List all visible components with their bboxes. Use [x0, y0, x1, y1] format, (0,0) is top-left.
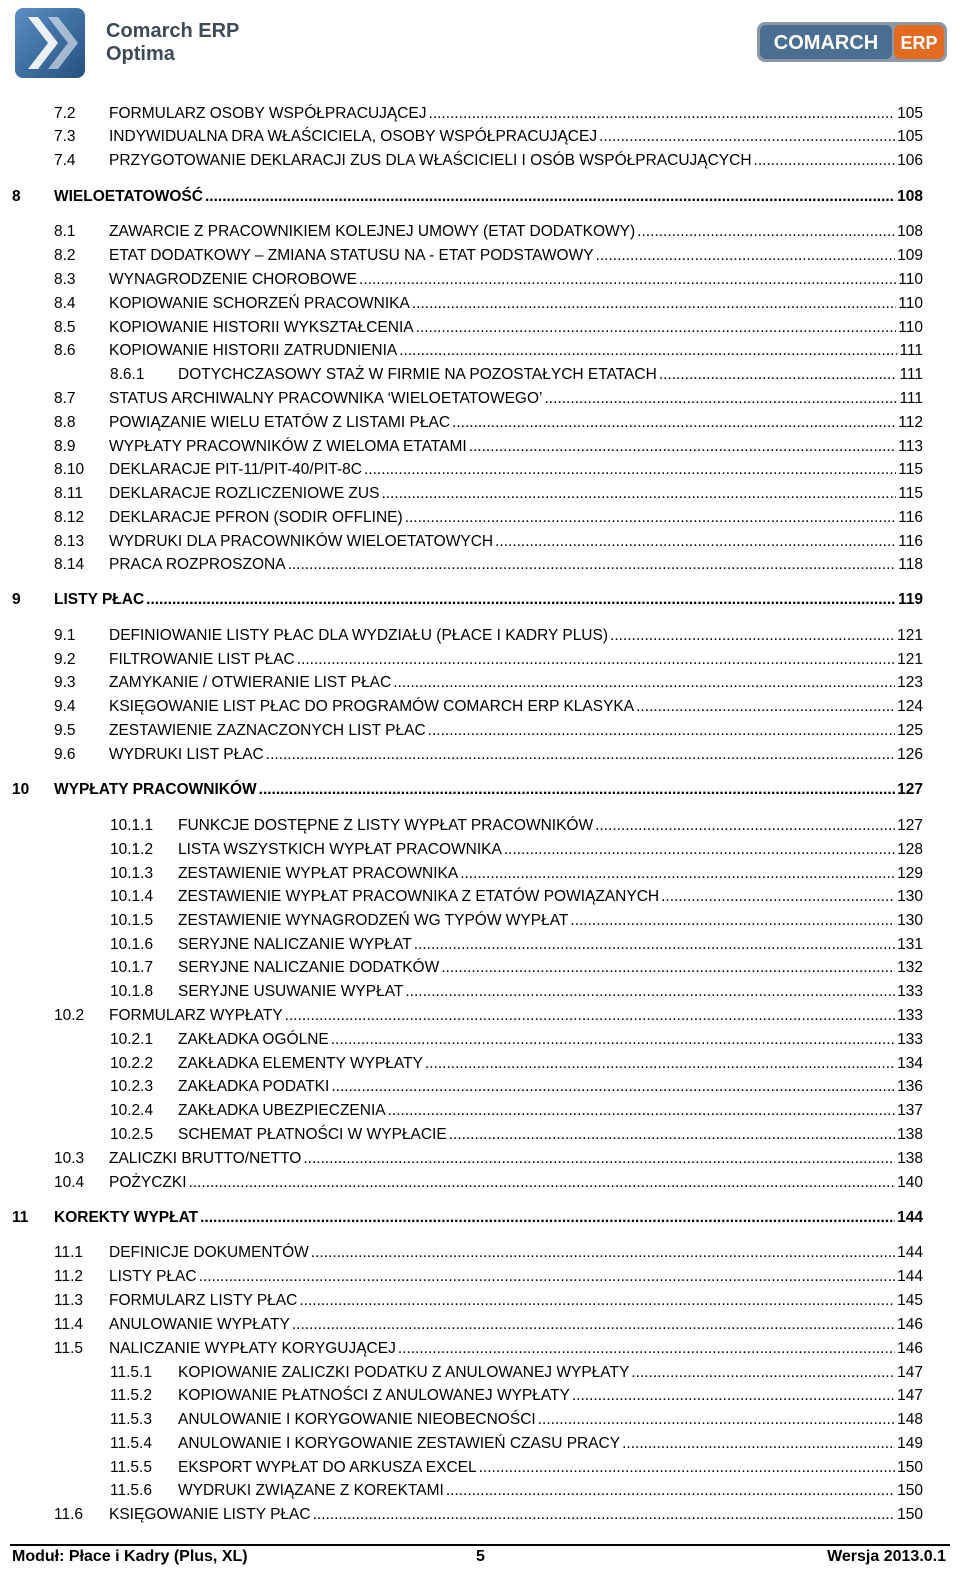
toc-entry[interactable]: [110, 815, 923, 837]
page-header: [0, 0, 960, 95]
toc-leader-dots: [495, 531, 896, 553]
toc-entry[interactable]: [110, 1100, 923, 1122]
toc-entry[interactable]: [54, 554, 923, 576]
toc-entry-title: DEFINIOWANIE LISTY PŁAC DLA WYDZIAŁU (PŁACE I KADRY PLUS): [109, 625, 610, 647]
toc-entry-page: 119: [896, 589, 923, 611]
toc-entry-page: 129: [895, 863, 923, 885]
toc-entry-number: 10: [12, 781, 30, 798]
toc-entry-title: FORMULARZ LISTY PŁAC: [109, 1290, 299, 1312]
toc-leader-dots: [416, 317, 897, 339]
toc-entry-page: 110: [896, 293, 923, 315]
toc-entry[interactable]: [110, 1409, 923, 1431]
toc-entry-page: 144: [895, 1242, 923, 1264]
toc-leader-dots: [393, 672, 895, 694]
toc-leader-dots: [570, 910, 895, 932]
toc-entry-title: DEKLARACJE PFRON (SODIR OFFLINE): [109, 507, 405, 529]
toc-entry[interactable]: [110, 1385, 923, 1407]
toc-entry-page: 147: [895, 1362, 923, 1384]
toc-entry-title: ANULOWANIE I KORYGOWANIE ZESTAWIEŃ CZASU PRACY: [178, 1433, 622, 1455]
toc-entry-number: 10.2.1: [110, 1031, 154, 1048]
toc-entry-title: WYNAGRODZENIE CHOROBOWE: [109, 269, 359, 291]
toc-leader-dots: [200, 1207, 895, 1229]
toc-entry-number: 10.2.4: [110, 1102, 154, 1119]
toc-entry[interactable]: [54, 412, 923, 434]
toc-entry[interactable]: [110, 1076, 923, 1098]
footer-module: Moduł: Płace i Kadry (Plus, XL): [12, 1548, 248, 1565]
toc-entry-title: KOPIOWANIE SCHORZEŃ PRACOWNIKA: [109, 293, 412, 315]
toc-entry-number: 10.1.1: [110, 817, 154, 834]
toc-leader-dots: [504, 839, 895, 861]
toc-entry-number: 10.3: [54, 1150, 85, 1167]
toc-entry-title: KOPIOWANIE HISTORII ZATRUDNIENIA: [109, 340, 399, 362]
toc-entry-title: ZALICZKI BRUTTO/NETTO: [109, 1148, 303, 1170]
footer-divider: [10, 1544, 950, 1546]
toc-entry[interactable]: [54, 696, 923, 718]
toc-leader-dots: [259, 779, 895, 801]
toc-entry[interactable]: [54, 1314, 923, 1336]
toc-entry-page: 144: [895, 1266, 923, 1288]
toc-entry[interactable]: [54, 672, 923, 694]
toc-entry-number: 9.4: [54, 698, 76, 715]
toc-entry-page: 124: [895, 696, 923, 718]
toc-entry-number: 11.3: [54, 1292, 84, 1309]
toc-entry-page: 118: [896, 554, 923, 576]
toc-entry-page: 115: [896, 483, 923, 505]
toc-leader-dots: [595, 815, 895, 837]
toc-leader-dots: [636, 696, 895, 718]
toc-leader-dots: [425, 1053, 895, 1075]
toc-leader-dots: [452, 412, 896, 434]
toc-entry-number: 10.2: [54, 1007, 85, 1024]
toc-entry[interactable]: [54, 1338, 923, 1360]
toc-entry[interactable]: [110, 886, 923, 908]
toc-entry-title: SERYJNE NALICZANIE WYPŁAT: [178, 934, 414, 956]
toc-entry[interactable]: [54, 1172, 923, 1194]
toc-leader-dots: [449, 1124, 895, 1146]
toc-entry-title: FILTROWANIE LIST PŁAC: [109, 649, 297, 671]
toc-entry[interactable]: [54, 221, 923, 243]
toc-entry[interactable]: [110, 934, 923, 956]
toc-entry-number: 7.3: [54, 128, 76, 145]
toc-entry-page: 137: [895, 1100, 923, 1122]
toc-leader-dots: [398, 1338, 895, 1360]
toc-entry-number: 11.4: [54, 1316, 84, 1333]
toc-leader-dots: [754, 150, 896, 172]
toc-entry-page: 138: [895, 1124, 923, 1146]
toc-entry[interactable]: [54, 1290, 923, 1312]
toc-entry-title: FORMULARZ WYPŁATY: [109, 1005, 285, 1027]
toc-entry-number: 8.1: [54, 223, 76, 240]
toc-leader-dots: [479, 1457, 896, 1479]
toc-entry-number: 11.5.2: [110, 1387, 152, 1404]
toc-entry-number: 8.3: [54, 271, 76, 288]
toc-entry[interactable]: [54, 744, 923, 766]
toc-entry-title: LISTY PŁAC: [54, 589, 146, 611]
toc-entry[interactable]: [54, 245, 923, 267]
toc-entry[interactable]: [54, 103, 923, 125]
toc-entry-page: 128: [895, 839, 923, 861]
badge-text-erp: ERP: [900, 33, 938, 53]
toc-entry-page: 134: [895, 1053, 923, 1075]
toc-entry[interactable]: [54, 483, 923, 505]
toc-entry-page: 116: [896, 507, 923, 529]
toc-entry-title: EKSPORT WYPŁAT DO ARKUSZA EXCEL: [178, 1457, 479, 1479]
toc-entry[interactable]: [54, 1148, 923, 1170]
toc-entry-page: 112: [896, 412, 923, 434]
toc-entry[interactable]: [54, 388, 923, 410]
toc-leader-dots: [405, 507, 897, 529]
toc-entry-number: 8.10: [54, 461, 85, 478]
toc-entry-title: WYPŁATY PRACOWNIKÓW Z WIELOMA ETATAMI: [109, 436, 469, 458]
toc-entry[interactable]: [110, 364, 923, 386]
toc-entry-number: 8.9: [54, 438, 76, 455]
toc-entry-page: 138: [895, 1148, 923, 1170]
comarch-erp-optima-logo: [14, 6, 239, 80]
toc-entry-page: 144: [895, 1207, 923, 1229]
toc-entry-page: 121: [895, 649, 923, 671]
toc-entry-title: POŻYCZKI: [109, 1172, 189, 1194]
toc-leader-dots: [460, 863, 895, 885]
toc-entry[interactable]: [54, 531, 923, 553]
toc-entry-title: KSIĘGOWANIE LISTY PŁAC: [109, 1504, 313, 1526]
toc-leader-dots: [388, 1100, 896, 1122]
toc-entry-number: 10.1.7: [110, 959, 154, 976]
toc-leader-dots: [292, 1314, 895, 1336]
toc-leader-dots: [364, 459, 896, 481]
toc-leader-dots: [412, 293, 896, 315]
toc-leader-dots: [572, 1385, 895, 1407]
toc-leader-dots: [596, 245, 896, 267]
toc-entry-number: 10.1.4: [110, 888, 154, 905]
toc-entry-page: 113: [896, 436, 923, 458]
toc-entry-title: DEFINICJE DOKUMENTÓW: [109, 1242, 311, 1264]
toc-entry-page: 111: [897, 364, 923, 386]
toc-leader-dots: [311, 1242, 895, 1264]
toc-entry-title: KOPIOWANIE ZALICZKI PODATKU Z ANULOWANEJ WYPŁATY: [178, 1362, 631, 1384]
toc-entry-title: LISTA WSZYSTKICH WYPŁAT PRACOWNIKA: [178, 839, 504, 861]
badge-text-comarch: COMARCH: [773, 32, 879, 54]
toc-entry-title: ZESTAWIENIE WYNAGRODZEŃ WG TYPÓW WYPŁAT: [178, 910, 570, 932]
toc-entry[interactable]: [54, 1266, 923, 1288]
toc-entry-title: WIELOETATOWOŚĆ: [54, 186, 205, 208]
toc-entry-number: 10.1.3: [110, 865, 154, 882]
toc-entry-title: ZESTAWIENIE WYPŁAT PRACOWNIKA: [178, 863, 460, 885]
toc-leader-dots: [637, 221, 895, 243]
toc-entry-page: 150: [895, 1480, 923, 1502]
toc-entry[interactable]: [110, 910, 923, 932]
toc-entry[interactable]: [110, 1053, 923, 1075]
toc-entry-page: 146: [895, 1338, 923, 1360]
toc-entry-title: DOTYCHCZASOWY STAŻ W FIRMIE NA POZOSTAŁYCH ETATACH: [178, 364, 659, 386]
toc-entry-page: 115: [896, 459, 923, 481]
toc-leader-dots: [659, 364, 898, 386]
toc-leader-dots: [599, 126, 895, 148]
toc-entry-number: 10.1.6: [110, 936, 154, 953]
toc-leader-dots: [381, 483, 896, 505]
toc-entry-number: 11.2: [54, 1268, 84, 1285]
toc-entry-title: INDYWIDUALNA DRA WŁAŚCICIELA, OSOBY WSPÓŁPRACUJĄCEJ: [109, 126, 599, 148]
toc-entry-title: SCHEMAT PŁATNOŚCI W WYPŁACIE: [178, 1124, 449, 1146]
toc-leader-dots: [405, 981, 895, 1003]
toc-entry[interactable]: [54, 126, 923, 148]
toc-leader-dots: [303, 1148, 895, 1170]
toc-leader-dots: [199, 1266, 896, 1288]
footer-version: Wersja 2013.0.1: [827, 1548, 946, 1565]
toc-entry-page: 105: [895, 103, 923, 125]
toc-entry-page: 130: [895, 886, 923, 908]
toc-entry[interactable]: [12, 1207, 923, 1229]
toc-entry[interactable]: [54, 625, 923, 647]
toc-entry[interactable]: [110, 1433, 923, 1455]
toc-entry-title: STATUS ARCHIWALNY PRACOWNIKA ‘WIELOETATOWEGO’: [109, 388, 544, 410]
toc-entry-title: ZAKŁADKA PODATKI: [178, 1076, 331, 1098]
toc-entry[interactable]: [54, 459, 923, 481]
toc-leader-dots: [146, 589, 896, 611]
toc-entry[interactable]: [12, 186, 923, 208]
toc-entry-number: 7.2: [54, 105, 76, 122]
toc-leader-dots: [661, 886, 895, 908]
toc-entry-number: 8.2: [54, 247, 76, 264]
toc-entry-number: 11.5.4: [110, 1435, 152, 1452]
toc-entry[interactable]: [54, 720, 923, 742]
toc-entry-number: 10.4: [54, 1174, 85, 1191]
toc-entry-number: 8.4: [54, 295, 76, 312]
toc-entry-page: 106: [895, 150, 923, 172]
toc-entry[interactable]: [54, 1504, 923, 1526]
toc-entry-title: PRZYGOTOWANIE DEKLARACJI ZUS DLA WŁAŚCICIELI I OSÓB WSPÓŁPRACUJĄCYCH: [109, 150, 754, 172]
toc-entry[interactable]: [54, 649, 923, 671]
toc-entry-title: ZESTAWIENIE ZAZNACZONYCH LIST PŁAC: [109, 720, 428, 742]
toc-entry[interactable]: [110, 1124, 923, 1146]
toc-entry-title: NALICZANIE WYPŁATY KORYGUJĄCEJ: [109, 1338, 398, 1360]
toc-entry-title: SERYJNE USUWANIE WYPŁAT: [178, 981, 405, 1003]
toc-entry-page: 136: [895, 1076, 923, 1098]
toc-entry-page: 131: [895, 934, 923, 956]
toc-entry[interactable]: [110, 1362, 923, 1384]
toc-leader-dots: [299, 1290, 895, 1312]
toc-entry-number: 8.6.1: [110, 366, 145, 383]
toc-entry-number: 10.1.5: [110, 912, 154, 929]
toc-entry-page: 111: [897, 388, 923, 410]
toc-entry-page: 147: [895, 1385, 923, 1407]
brand-line-2: Optima: [106, 43, 175, 65]
toc-entry-title: PRACA ROZPROSZONA: [109, 554, 288, 576]
toc-entry-title: ZAWARCIE Z PRACOWNIKIEM KOLEJNEJ UMOWY (ETAT DODATKOWY): [109, 221, 637, 243]
toc-entry-title: FORMULARZ OSOBY WSPÓŁPRACUJĄCEJ: [109, 103, 429, 125]
toc-entry-title: ANULOWANIE WYPŁATY: [109, 1314, 292, 1336]
toc-entry-title: DEKLARACJE ROZLICZENIOWE ZUS: [109, 483, 381, 505]
toc-entry-page: 133: [895, 1029, 923, 1051]
toc-leader-dots: [331, 1076, 895, 1098]
toc-entry-title: ZAKŁADKA ELEMENTY WYPŁATY: [178, 1053, 425, 1075]
footer-page-number: 5: [476, 1548, 485, 1565]
comarch-erp-badge-logo: [757, 22, 947, 62]
toc-entry-number: 10.2.2: [110, 1055, 154, 1072]
toc-entry-title: SERYJNE NALICZANIE DODATKÓW: [178, 957, 441, 979]
toc-leader-dots: [544, 388, 897, 410]
toc-leader-dots: [469, 436, 897, 458]
brand-line-1: Comarch ERP: [106, 20, 240, 42]
toc-entry-page: 127: [895, 815, 923, 837]
toc-leader-dots: [205, 186, 895, 208]
toc-entry-number: 8.6: [54, 342, 76, 359]
toc-entry-title: ETAT DODATKOWY – ZMIANA STATUSU NA - ETAT PODSTAWOWY: [109, 245, 596, 267]
toc-entry-number: 11.5.5: [110, 1459, 152, 1476]
toc-entry[interactable]: [54, 436, 923, 458]
toc-entry-number: 10.2.5: [110, 1126, 154, 1143]
toc-entry[interactable]: [54, 1242, 923, 1264]
toc-entry[interactable]: [110, 981, 923, 1003]
toc-entry-number: 8.7: [54, 390, 76, 407]
toc-entry-title: KOPIOWANIE PŁATNOŚCI Z ANULOWANEJ WYPŁATY: [178, 1385, 572, 1407]
toc-entry-title: WYDRUKI ZWIĄZANE Z KOREKTAMI: [178, 1480, 446, 1502]
toc-entry-page: 140: [895, 1172, 923, 1194]
toc-entry-number: 11.6: [54, 1506, 84, 1523]
toc-entry-number: 9.2: [54, 651, 76, 668]
toc-entry[interactable]: [110, 839, 923, 861]
toc-entry[interactable]: [110, 1457, 923, 1479]
toc-leader-dots: [288, 554, 897, 576]
toc-entry[interactable]: [110, 863, 923, 885]
toc-leader-dots: [285, 1005, 895, 1027]
toc-entry-page: 110: [896, 317, 923, 339]
toc-entry-number: 11: [12, 1209, 29, 1226]
toc-entry[interactable]: [54, 507, 923, 529]
toc-leader-dots: [429, 103, 896, 125]
toc-leader-dots: [622, 1433, 895, 1455]
toc-entry-page: 108: [895, 221, 923, 243]
toc-leader-dots: [359, 269, 896, 291]
toc-entry-page: 125: [895, 720, 923, 742]
toc-entry-page: 121: [895, 625, 923, 647]
toc-leader-dots: [331, 1029, 895, 1051]
toc-entry-number: 8: [12, 188, 21, 205]
toc-entry-title: KSIĘGOWANIE LIST PŁAC DO PROGRAMÓW COMARCH ERP KLASYKA: [109, 696, 636, 718]
toc-entry-page: 150: [895, 1457, 923, 1479]
toc-entry[interactable]: [110, 957, 923, 979]
toc-leader-dots: [446, 1480, 895, 1502]
toc-leader-dots: [414, 934, 895, 956]
toc-entry-title: POWIĄZANIE WIELU ETATÓW Z LISTAMI PŁAC: [109, 412, 452, 434]
toc-entry-number: 8.11: [54, 485, 84, 502]
toc-entry-number: 9: [12, 591, 21, 608]
toc-leader-dots: [266, 744, 895, 766]
toc-leader-dots: [610, 625, 895, 647]
toc-leader-dots: [399, 340, 897, 362]
toc-entry-title: ZAMYKANIE / OTWIERANIE LIST PŁAC: [109, 672, 393, 694]
toc-entry-number: 11.1: [54, 1244, 84, 1261]
toc-entry-number: 8.8: [54, 414, 76, 431]
toc-entry-title: DEKLARACJE PIT-11/PIT-40/PIT-8C: [109, 459, 364, 481]
toc-entry[interactable]: [54, 150, 923, 172]
toc-leader-dots: [631, 1362, 895, 1384]
toc-entry[interactable]: [110, 1029, 923, 1051]
toc-entry-number: 8.13: [54, 533, 85, 550]
toc-entry-number: 7.4: [54, 152, 76, 169]
toc-entry-title: WYDRUKI DLA PRACOWNIKÓW WIELOETATOWYCH: [109, 531, 495, 553]
toc-entry-page: 127: [895, 779, 923, 801]
toc-entry[interactable]: [54, 293, 923, 315]
toc-entry-number: 8.12: [54, 509, 85, 526]
toc-leader-dots: [441, 957, 895, 979]
toc-leader-dots: [313, 1504, 896, 1526]
toc-entry-title: ZESTAWIENIE WYPŁAT PRACOWNIKA Z ETATÓW POWIĄZANYCH: [178, 886, 661, 908]
toc-entry-number: 10.1.2: [110, 841, 154, 858]
toc-entry-page: 145: [895, 1290, 923, 1312]
toc-entry-page: 133: [895, 1005, 923, 1027]
toc-entry-number: 10.1.8: [110, 983, 154, 1000]
toc-entry-title: ZAKŁADKA UBEZPIECZENIA: [178, 1100, 388, 1122]
toc-leader-dots: [428, 720, 895, 742]
toc-entry-page: 133: [895, 981, 923, 1003]
toc-entry-title: LISTY PŁAC: [109, 1266, 199, 1288]
optima-logo-icon: [14, 7, 86, 79]
toc-entry-title: FUNKCJE DOSTĘPNE Z LISTY WYPŁAT PRACOWNIKÓW: [178, 815, 595, 837]
toc-entry-page: 148: [895, 1409, 923, 1431]
toc-leader-dots: [297, 649, 895, 671]
toc-entry[interactable]: [54, 269, 923, 291]
toc-entry[interactable]: [12, 779, 923, 801]
toc-entry-number: 9.1: [54, 627, 76, 644]
toc-leader-dots: [189, 1172, 896, 1194]
toc-entry-page: 150: [895, 1504, 923, 1526]
toc-entry-title: KOPIOWANIE HISTORII WYKSZTAŁCENIA: [109, 317, 416, 339]
toc-entry-page: 111: [897, 340, 923, 362]
toc-entry[interactable]: [54, 317, 923, 339]
toc-entry-page: 123: [895, 672, 923, 694]
toc-entry-page: 105: [895, 126, 923, 148]
toc-entry-title: KOREKTY WYPŁAT: [54, 1207, 200, 1229]
toc-entry[interactable]: [54, 340, 923, 362]
toc-entry-page: 109: [895, 245, 923, 267]
toc-entry-title: WYDRUKI LIST PŁAC: [109, 744, 266, 766]
toc-entry[interactable]: [12, 589, 923, 611]
toc-entry-number: 11.5.1: [110, 1364, 152, 1381]
toc-entry-number: 10.2.3: [110, 1078, 154, 1095]
page-footer: [0, 1544, 960, 1583]
toc-entry-number: 8.5: [54, 319, 76, 336]
toc-entry-title: WYPŁATY PRACOWNIKÓW: [54, 779, 259, 801]
toc-entry-number: 9.6: [54, 746, 76, 763]
toc-entry-title: ANULOWANIE I KORYGOWANIE NIEOBECNOŚCI: [178, 1409, 538, 1431]
toc-entry-page: 126: [895, 744, 923, 766]
toc-entry-page: 132: [895, 957, 923, 979]
toc-entry-title: ZAKŁADKA OGÓLNE: [178, 1029, 331, 1051]
toc-entry[interactable]: [110, 1480, 923, 1502]
toc-entry-number: 9.3: [54, 674, 76, 691]
toc-entry-number: 11.5: [54, 1340, 84, 1357]
toc-entry-number: 8.14: [54, 556, 85, 573]
toc-entry-page: 149: [895, 1433, 923, 1455]
toc-entry-page: 146: [895, 1314, 923, 1336]
toc-entry-page: 110: [896, 269, 923, 291]
toc-entry-page: 108: [895, 186, 923, 208]
toc-entry-page: 116: [896, 531, 923, 553]
toc-entry-page: 130: [895, 910, 923, 932]
toc-leader-dots: [538, 1409, 895, 1431]
toc-entry-number: 11.5.3: [110, 1411, 152, 1428]
toc-entry-number: 11.5.6: [110, 1482, 152, 1499]
toc-entry-number: 9.5: [54, 722, 76, 739]
toc-entry[interactable]: [54, 1005, 923, 1027]
